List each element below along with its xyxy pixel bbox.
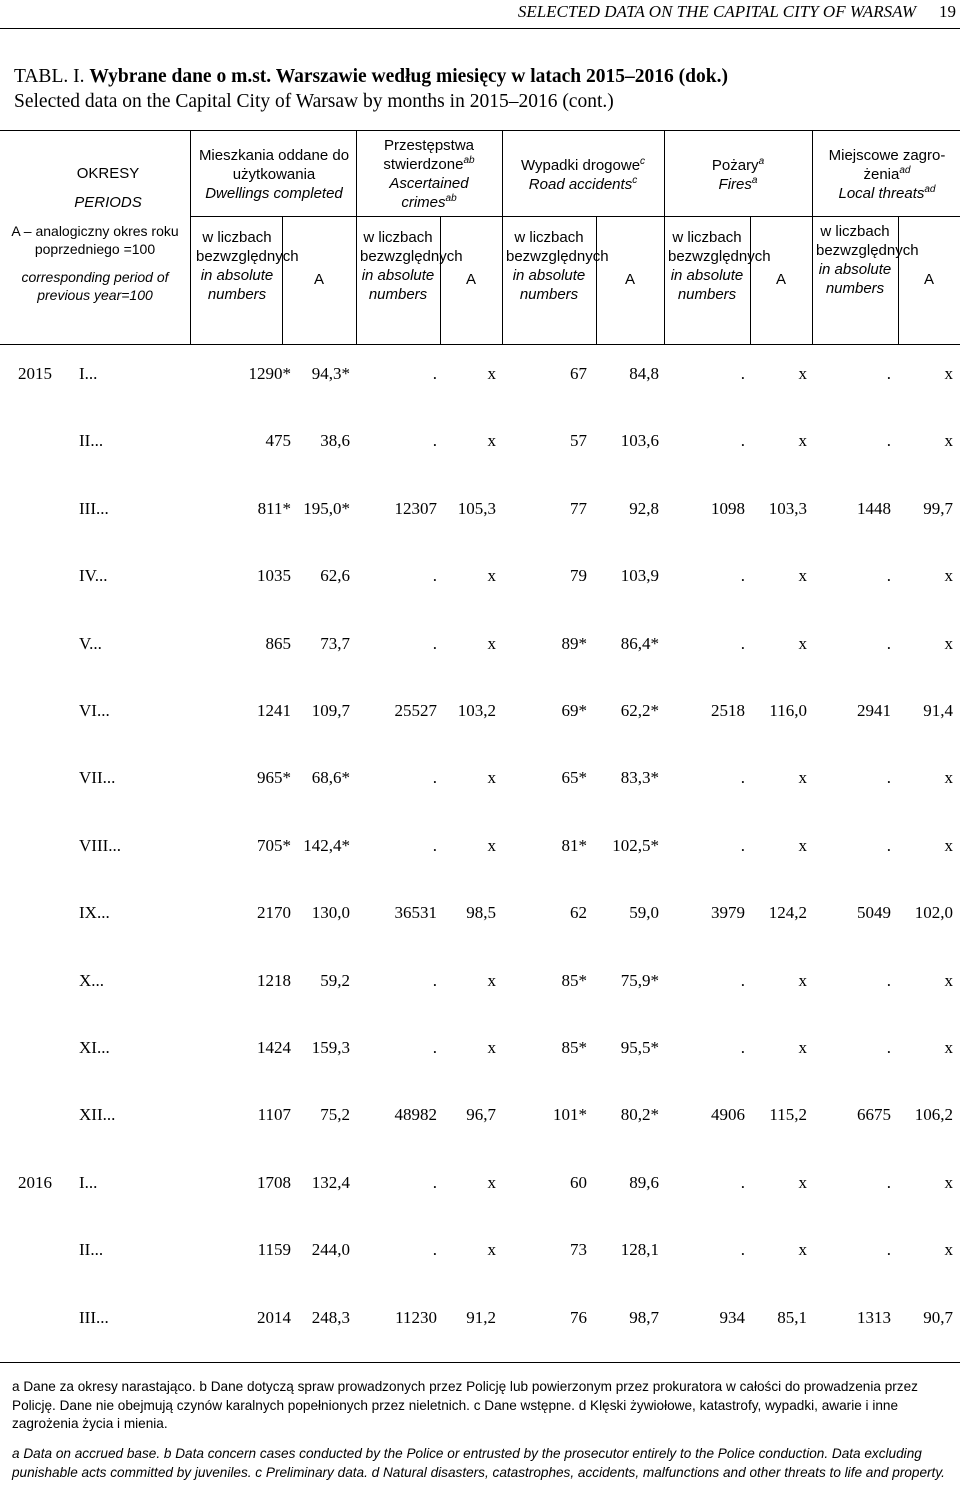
- table-cell: 83,3*: [620, 768, 659, 787]
- table-cell: 1159: [257, 1240, 291, 1259]
- row-month: XII...: [79, 1105, 116, 1124]
- table-cell: x: [944, 836, 953, 855]
- table-cell: 80,2*: [620, 1105, 659, 1124]
- table-cell: 73: [570, 1240, 587, 1259]
- table-cell: 934: [719, 1308, 745, 1327]
- table-cell: 1241: [257, 701, 291, 720]
- table-cell: 75,9*: [620, 971, 659, 990]
- table-cell: x: [798, 566, 807, 585]
- subheader-absolute: w liczbach bezwzględnych in absolute numbers: [816, 223, 919, 297]
- table-cell: 116,0: [769, 701, 807, 720]
- table-cell: 90,7: [923, 1308, 953, 1327]
- table-cell: 59,0: [629, 903, 659, 922]
- table-cell: 38,6: [320, 431, 350, 450]
- table-cell: .: [432, 1038, 437, 1057]
- table-row: [0, 836, 960, 866]
- column-divider: [664, 130, 665, 344]
- row-month: V...: [79, 634, 102, 653]
- table-cell: x: [798, 768, 807, 787]
- table-cell: x: [944, 1038, 953, 1057]
- table-row: [0, 499, 960, 529]
- table-cell: .: [740, 1038, 745, 1057]
- table-cell: x: [944, 1173, 953, 1192]
- table-cell: 1290*: [248, 364, 291, 383]
- table-cell: 1708: [257, 1173, 291, 1192]
- row-year: 2015: [18, 364, 52, 383]
- group-header-road-accidents: Wypadki drogowe$^c$ Road accidents$^c$: [520, 156, 646, 193]
- table-cell: 248,3: [311, 1308, 350, 1327]
- row-month: IV...: [79, 566, 108, 585]
- table-cell: .: [432, 768, 437, 787]
- table-cell: 124,2: [768, 903, 807, 922]
- table-cell: x: [944, 971, 953, 990]
- header-bottom-rule: [0, 344, 960, 345]
- table-cell: x: [798, 431, 807, 450]
- row-month: VIII...: [79, 836, 122, 855]
- table-cell: .: [886, 768, 891, 787]
- table-cell: 57: [570, 431, 587, 450]
- table-cell: 62: [570, 903, 587, 922]
- table-cell: 73,7: [320, 634, 350, 653]
- table-cell: 109,7: [311, 701, 350, 720]
- table-cell: 85*: [561, 971, 587, 990]
- table-cell: 1448: [857, 499, 891, 518]
- subheader-index: A: [313, 271, 324, 288]
- table-row: [0, 1105, 960, 1135]
- index-note-pl: A – analogiczny okres roku poprzedniego =100: [11, 223, 179, 257]
- table-cell: x: [944, 431, 953, 450]
- subheader-index: A: [775, 271, 786, 288]
- table-cell: 62,6: [320, 566, 350, 585]
- subheader-absolute: w liczbach bezwzględnych in absolute numbers: [196, 229, 299, 303]
- table-row: [0, 1240, 960, 1270]
- table-cell: 59,2: [320, 971, 350, 990]
- row-month: III...: [79, 499, 109, 518]
- table-cell: 48982: [394, 1105, 437, 1124]
- table-cell: 6675: [857, 1105, 891, 1124]
- table-row: [0, 431, 960, 461]
- table-cell: 3979: [711, 903, 745, 922]
- row-month: II...: [79, 1240, 104, 1259]
- table-cell: 77: [570, 499, 587, 518]
- table-cell: 475: [265, 431, 291, 450]
- table-cell: .: [740, 634, 745, 653]
- table-cell: 89,6: [629, 1173, 659, 1192]
- subheader-index: A: [923, 271, 934, 288]
- table-cell: 94,3*: [311, 364, 350, 383]
- table-cell: x: [487, 768, 496, 787]
- table-cell: 103,6: [620, 431, 659, 450]
- table-cell: 195,0*: [303, 499, 350, 518]
- table-top-rule: [0, 130, 960, 131]
- periods-header-en: PERIODS: [74, 194, 142, 211]
- group-header-crimes: Przestępstwa stwierdzone$^{ab}$ Ascertained crimes$^{ab}$: [383, 137, 475, 211]
- table-cell: x: [487, 971, 496, 990]
- table-row: [0, 1308, 960, 1338]
- table-cell: .: [886, 431, 891, 450]
- table-cell: x: [487, 566, 496, 585]
- table-cell: 4906: [711, 1105, 745, 1124]
- index-note-en: corresponding period of previous year=100: [21, 269, 169, 303]
- header-middle-rule: [190, 216, 960, 217]
- table-cell: 106,2: [914, 1105, 953, 1124]
- table-cell: .: [886, 566, 891, 585]
- table-row: [0, 701, 960, 731]
- footnote-rule: [0, 1362, 960, 1363]
- table-cell: 84,8: [629, 364, 659, 383]
- table-cell: 159,3: [311, 1038, 350, 1057]
- table-cell: 91,2: [466, 1308, 496, 1327]
- table-cell: 101*: [553, 1105, 587, 1124]
- table-cell: 65*: [561, 768, 587, 787]
- table-cell: x: [944, 1240, 953, 1259]
- table-cell: .: [432, 566, 437, 585]
- table-row: [0, 1173, 960, 1203]
- running-head-title: SELECTED DATA ON THE CAPITAL CITY OF WARSAW: [517, 2, 916, 21]
- row-month: II...: [79, 431, 104, 450]
- table-cell: 12307: [394, 499, 437, 518]
- footnotes-en: a Data on accrued base. b Data concern cases conducted by the Police or entrusted by the prosecutor entirely to the Police conduction. Data excluding punishable acts committed by juveniles. c Preliminary data. d Natural disasters, catastrophes, accidents, malfunctions and other threats to life and property.: [12, 1446, 945, 1480]
- table-cell: x: [487, 364, 496, 383]
- table-row: [0, 364, 960, 394]
- row-month: X...: [79, 971, 105, 990]
- table-cell: 68,6*: [311, 768, 350, 787]
- table-row: [0, 971, 960, 1001]
- table-cell: .: [740, 836, 745, 855]
- table-cell: 1424: [257, 1038, 291, 1057]
- row-month: I...: [79, 364, 98, 383]
- table-cell: 62,2*: [620, 701, 659, 720]
- table-cell: 2014: [257, 1308, 291, 1327]
- table-cell: 705*: [257, 836, 291, 855]
- row-month: XI...: [79, 1038, 110, 1057]
- table-cell: 60: [570, 1173, 587, 1192]
- table-cell: 11230: [395, 1308, 437, 1327]
- table-cell: 103,9: [620, 566, 659, 585]
- table-cell: 91,4: [923, 701, 953, 720]
- table-cell: 132,4: [311, 1173, 350, 1192]
- table-cell: 2941: [857, 701, 891, 720]
- periods-header-pl: OKRESY: [76, 165, 140, 182]
- table-cell: x: [798, 1240, 807, 1259]
- table-cell: 92,8: [629, 499, 659, 518]
- table-cell: .: [432, 836, 437, 855]
- table-cell: x: [487, 1240, 496, 1259]
- table-cell: .: [432, 1240, 437, 1259]
- table-cell: 105,3: [457, 499, 496, 518]
- table-number: TABL. I.: [14, 66, 90, 87]
- row-month: VI...: [79, 701, 110, 720]
- table-cell: 115,2: [769, 1105, 807, 1124]
- table-cell: 2170: [257, 903, 291, 922]
- table-title-pl: [14, 64, 954, 89]
- group-header-fires: Pożary$^a$ Fires$^a$: [711, 156, 765, 193]
- subheader-absolute: w liczbach bezwzględnych in absolute numbers: [668, 229, 771, 303]
- table-cell: 98,5: [466, 903, 496, 922]
- table-cell: 965*: [257, 768, 291, 787]
- table-title: [14, 64, 954, 114]
- table-cell: 85*: [561, 1038, 587, 1057]
- subheader-index: A: [465, 271, 476, 288]
- table-cell: x: [487, 836, 496, 855]
- running-head: [0, 2, 960, 26]
- table-cell: x: [944, 768, 953, 787]
- table-cell: 86,4*: [620, 634, 659, 653]
- group-header-dwellings: Mieszkania oddane do użytkowania Dwellings completed: [198, 147, 350, 202]
- table-cell: .: [886, 1173, 891, 1192]
- table-cell: 244,0: [311, 1240, 350, 1259]
- table-cell: 75,2: [320, 1105, 350, 1124]
- subheader-absolute: w liczbach bezwzględnych in absolute numbers: [506, 229, 609, 303]
- table-cell: 96,7: [466, 1105, 496, 1124]
- group-header-local-threats: Miejscowe zagro-żenia$^{ad}$ Local threats$^{ad}$: [828, 147, 946, 202]
- row-month: IX...: [79, 903, 110, 922]
- table-cell: 865: [265, 634, 291, 653]
- header-rule: [0, 28, 960, 29]
- table-cell: x: [798, 364, 807, 383]
- subheader-index: A: [624, 271, 635, 288]
- column-divider: [812, 130, 813, 344]
- table-cell: x: [798, 1038, 807, 1057]
- table-cell: 103,3: [768, 499, 807, 518]
- table-row: [0, 1038, 960, 1068]
- table-cell: 103,2: [457, 701, 496, 720]
- table-cell: 79: [570, 566, 587, 585]
- table-cell: .: [740, 1173, 745, 1192]
- table-cell: 76: [570, 1308, 587, 1327]
- table-cell: x: [798, 634, 807, 653]
- table-cell: 811*: [257, 499, 291, 518]
- table-cell: .: [740, 566, 745, 585]
- table-cell: 102,0: [914, 903, 953, 922]
- table-cell: x: [487, 1173, 496, 1192]
- table-cell: .: [740, 1240, 745, 1259]
- table-cell: 2518: [711, 701, 745, 720]
- table-cell: .: [886, 971, 891, 990]
- table-cell: 69*: [561, 701, 587, 720]
- table-cell: 1107: [257, 1105, 291, 1124]
- table-cell: x: [944, 364, 953, 383]
- table-cell: .: [432, 364, 437, 383]
- table-cell: 89*: [561, 634, 587, 653]
- table-cell: x: [944, 634, 953, 653]
- table-cell: x: [798, 971, 807, 990]
- subheader-absolute: w liczbach bezwzględnych in absolute numbers: [360, 229, 463, 303]
- table-cell: x: [487, 634, 496, 653]
- table-cell: .: [886, 836, 891, 855]
- column-divider: [502, 130, 503, 344]
- table-cell: .: [740, 431, 745, 450]
- table-cell: 25527: [394, 701, 437, 720]
- table-cell: x: [798, 836, 807, 855]
- table-cell: 81*: [561, 836, 587, 855]
- row-year: 2016: [18, 1173, 52, 1192]
- page-number: 19: [939, 2, 956, 21]
- footnotes-pl: a Dane za okresy narastająco. b Dane dotyczą spraw prowadzonych przez Policję lub powierzonym przez prokuratora w całości do prowadzenia przez Policję. Dane nie obejmują czynów karalnych popełnionych przez nieletnich. c Dane wstępne. d Klęski żywiołowe, katastrofy, wypadki, awarie i inne zagrożenia życia i mienia.: [12, 1379, 918, 1431]
- row-month: VII...: [79, 768, 116, 787]
- table-cell: x: [798, 1173, 807, 1192]
- table-cell: .: [886, 634, 891, 653]
- table-cell: 1098: [711, 499, 745, 518]
- table-cell: .: [740, 971, 745, 990]
- table-cell: 95,5*: [620, 1038, 659, 1057]
- table-cell: .: [432, 634, 437, 653]
- table-cell: 1035: [257, 566, 291, 585]
- row-month: I...: [79, 1173, 98, 1192]
- row-month: III...: [79, 1308, 109, 1327]
- table-title-pl-text: Wybrane dane o m.st. Warszawie według miesięcy w latach 2015–2016 (dok.): [89, 66, 728, 87]
- table-cell: 128,1: [620, 1240, 659, 1259]
- table-cell: 102,5*: [612, 836, 659, 855]
- table-cell: 1313: [857, 1308, 891, 1327]
- table-row: [0, 566, 960, 596]
- table-cell: .: [886, 364, 891, 383]
- table-cell: .: [432, 971, 437, 990]
- table-cell: 99,7: [923, 499, 953, 518]
- table-cell: 142,4*: [303, 836, 350, 855]
- table-row: [0, 634, 960, 664]
- table-cell: .: [886, 1038, 891, 1057]
- table-cell: 5049: [857, 903, 891, 922]
- table-cell: 130,0: [311, 903, 350, 922]
- table-row: [0, 768, 960, 798]
- table-cell: 85,1: [777, 1308, 807, 1327]
- table-cell: .: [740, 364, 745, 383]
- table-cell: x: [944, 566, 953, 585]
- table-cell: x: [487, 1038, 496, 1057]
- table-cell: 1218: [257, 971, 291, 990]
- table-row: [0, 903, 960, 933]
- table-cell: x: [487, 431, 496, 450]
- table-cell: .: [432, 431, 437, 450]
- table-cell: .: [740, 768, 745, 787]
- column-divider: [190, 130, 191, 344]
- table-cell: 98,7: [629, 1308, 659, 1327]
- table-cell: .: [886, 1240, 891, 1259]
- table-cell: .: [432, 1173, 437, 1192]
- table-cell: 67: [570, 364, 587, 383]
- column-divider: [356, 130, 357, 344]
- table-title-en: Selected data on the Capital City of Warsaw by months in 2015–2016 (cont.): [14, 91, 614, 112]
- table-cell: 36531: [394, 903, 437, 922]
